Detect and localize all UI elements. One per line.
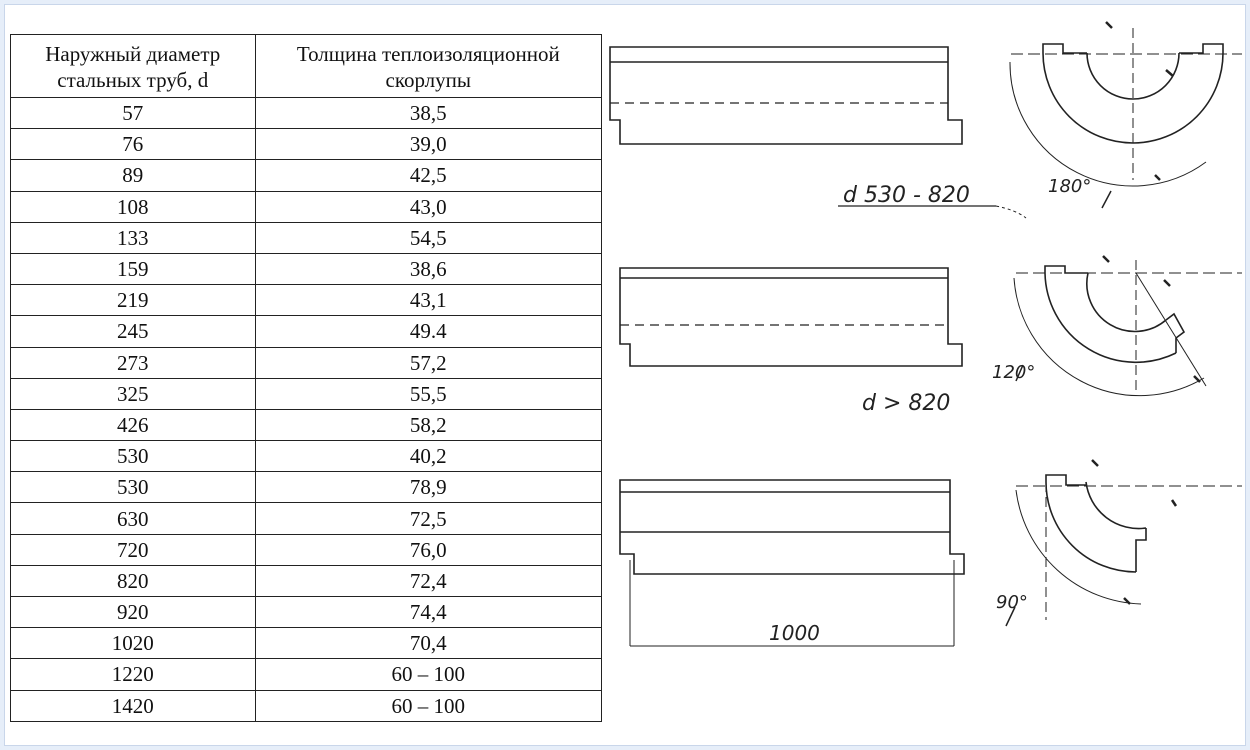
cell-diameter: 89 xyxy=(11,160,256,191)
table-row xyxy=(11,160,602,191)
cell-diameter: 57 xyxy=(11,98,256,129)
shell-section-180 xyxy=(1010,22,1242,208)
over-label: d > 820 xyxy=(862,391,951,416)
cell-thickness: 39,0 xyxy=(255,129,601,160)
cell-thickness: 57,2 xyxy=(255,347,601,378)
table-row xyxy=(11,285,602,316)
cell-diameter: 1020 xyxy=(11,628,256,659)
cell-thickness: 40,2 xyxy=(255,441,601,472)
table-row xyxy=(11,316,602,347)
cell-diameter: 426 xyxy=(11,409,256,440)
table-header-row xyxy=(11,35,602,98)
cell-diameter: 630 xyxy=(11,503,256,534)
table-row xyxy=(11,690,602,721)
table-row xyxy=(11,191,602,222)
table-row xyxy=(11,534,602,565)
table-row xyxy=(11,129,602,160)
cell-thickness: 76,0 xyxy=(255,534,601,565)
cell-thickness: 42,5 xyxy=(255,160,601,191)
table-row xyxy=(11,628,602,659)
cell-diameter: 133 xyxy=(11,222,256,253)
cell-thickness: 43,0 xyxy=(255,191,601,222)
shell-section-120 xyxy=(1014,256,1242,396)
cell-diameter: 108 xyxy=(11,191,256,222)
cell-diameter: 530 xyxy=(11,441,256,472)
table-row xyxy=(11,503,602,534)
cell-thickness: 49.4 xyxy=(255,316,601,347)
spec-table xyxy=(10,34,602,722)
cell-diameter: 325 xyxy=(11,378,256,409)
angle-label-90: 90° xyxy=(996,592,1028,613)
shell-section-90 xyxy=(1006,460,1242,626)
table-row xyxy=(11,378,602,409)
cell-thickness: 54,5 xyxy=(255,222,601,253)
cell-thickness: 60 – 100 xyxy=(255,690,601,721)
cell-diameter: 159 xyxy=(11,253,256,284)
range-leader-line xyxy=(996,206,1026,218)
cell-diameter: 219 xyxy=(11,285,256,316)
table-row xyxy=(11,441,602,472)
cell-thickness: 72,4 xyxy=(255,565,601,596)
table-row xyxy=(11,253,602,284)
table-row xyxy=(11,409,602,440)
header-diameter: Наружный диаметр стальных труб, d xyxy=(11,35,256,98)
cell-thickness: 70,4 xyxy=(255,628,601,659)
cell-thickness: 72,5 xyxy=(255,503,601,534)
shell-side-view-1 xyxy=(610,47,962,144)
cell-diameter: 920 xyxy=(11,597,256,628)
angle-label-120: 120° xyxy=(992,362,1036,383)
cell-diameter: 720 xyxy=(11,534,256,565)
cell-thickness: 60 – 100 xyxy=(255,659,601,690)
table-row xyxy=(11,597,602,628)
cell-thickness: 74,4 xyxy=(255,597,601,628)
cell-thickness: 58,2 xyxy=(255,409,601,440)
cell-diameter: 530 xyxy=(11,472,256,503)
cell-thickness: 38,5 xyxy=(255,98,601,129)
cell-thickness: 55,5 xyxy=(255,378,601,409)
angle-label-180: 180° xyxy=(1048,176,1092,197)
cell-diameter: 820 xyxy=(11,565,256,596)
cell-thickness: 78,9 xyxy=(255,472,601,503)
insulation-shell-drawings xyxy=(606,20,1246,660)
cell-diameter: 1220 xyxy=(11,659,256,690)
table-row xyxy=(11,347,602,378)
table-row xyxy=(11,472,602,503)
length-label: 1000 xyxy=(769,621,820,645)
range-label: d 530 - 820 xyxy=(843,183,970,208)
table-row xyxy=(11,222,602,253)
shell-side-view-2 xyxy=(620,268,962,366)
table-row xyxy=(11,98,602,129)
cell-diameter: 273 xyxy=(11,347,256,378)
cell-thickness: 43,1 xyxy=(255,285,601,316)
cell-diameter: 245 xyxy=(11,316,256,347)
cell-diameter: 76 xyxy=(11,129,256,160)
table-row xyxy=(11,565,602,596)
cell-thickness: 38,6 xyxy=(255,253,601,284)
header-thickness: Толщина теплоизоляционной скорлупы xyxy=(255,35,601,98)
table-row xyxy=(11,659,602,690)
cell-diameter: 1420 xyxy=(11,690,256,721)
